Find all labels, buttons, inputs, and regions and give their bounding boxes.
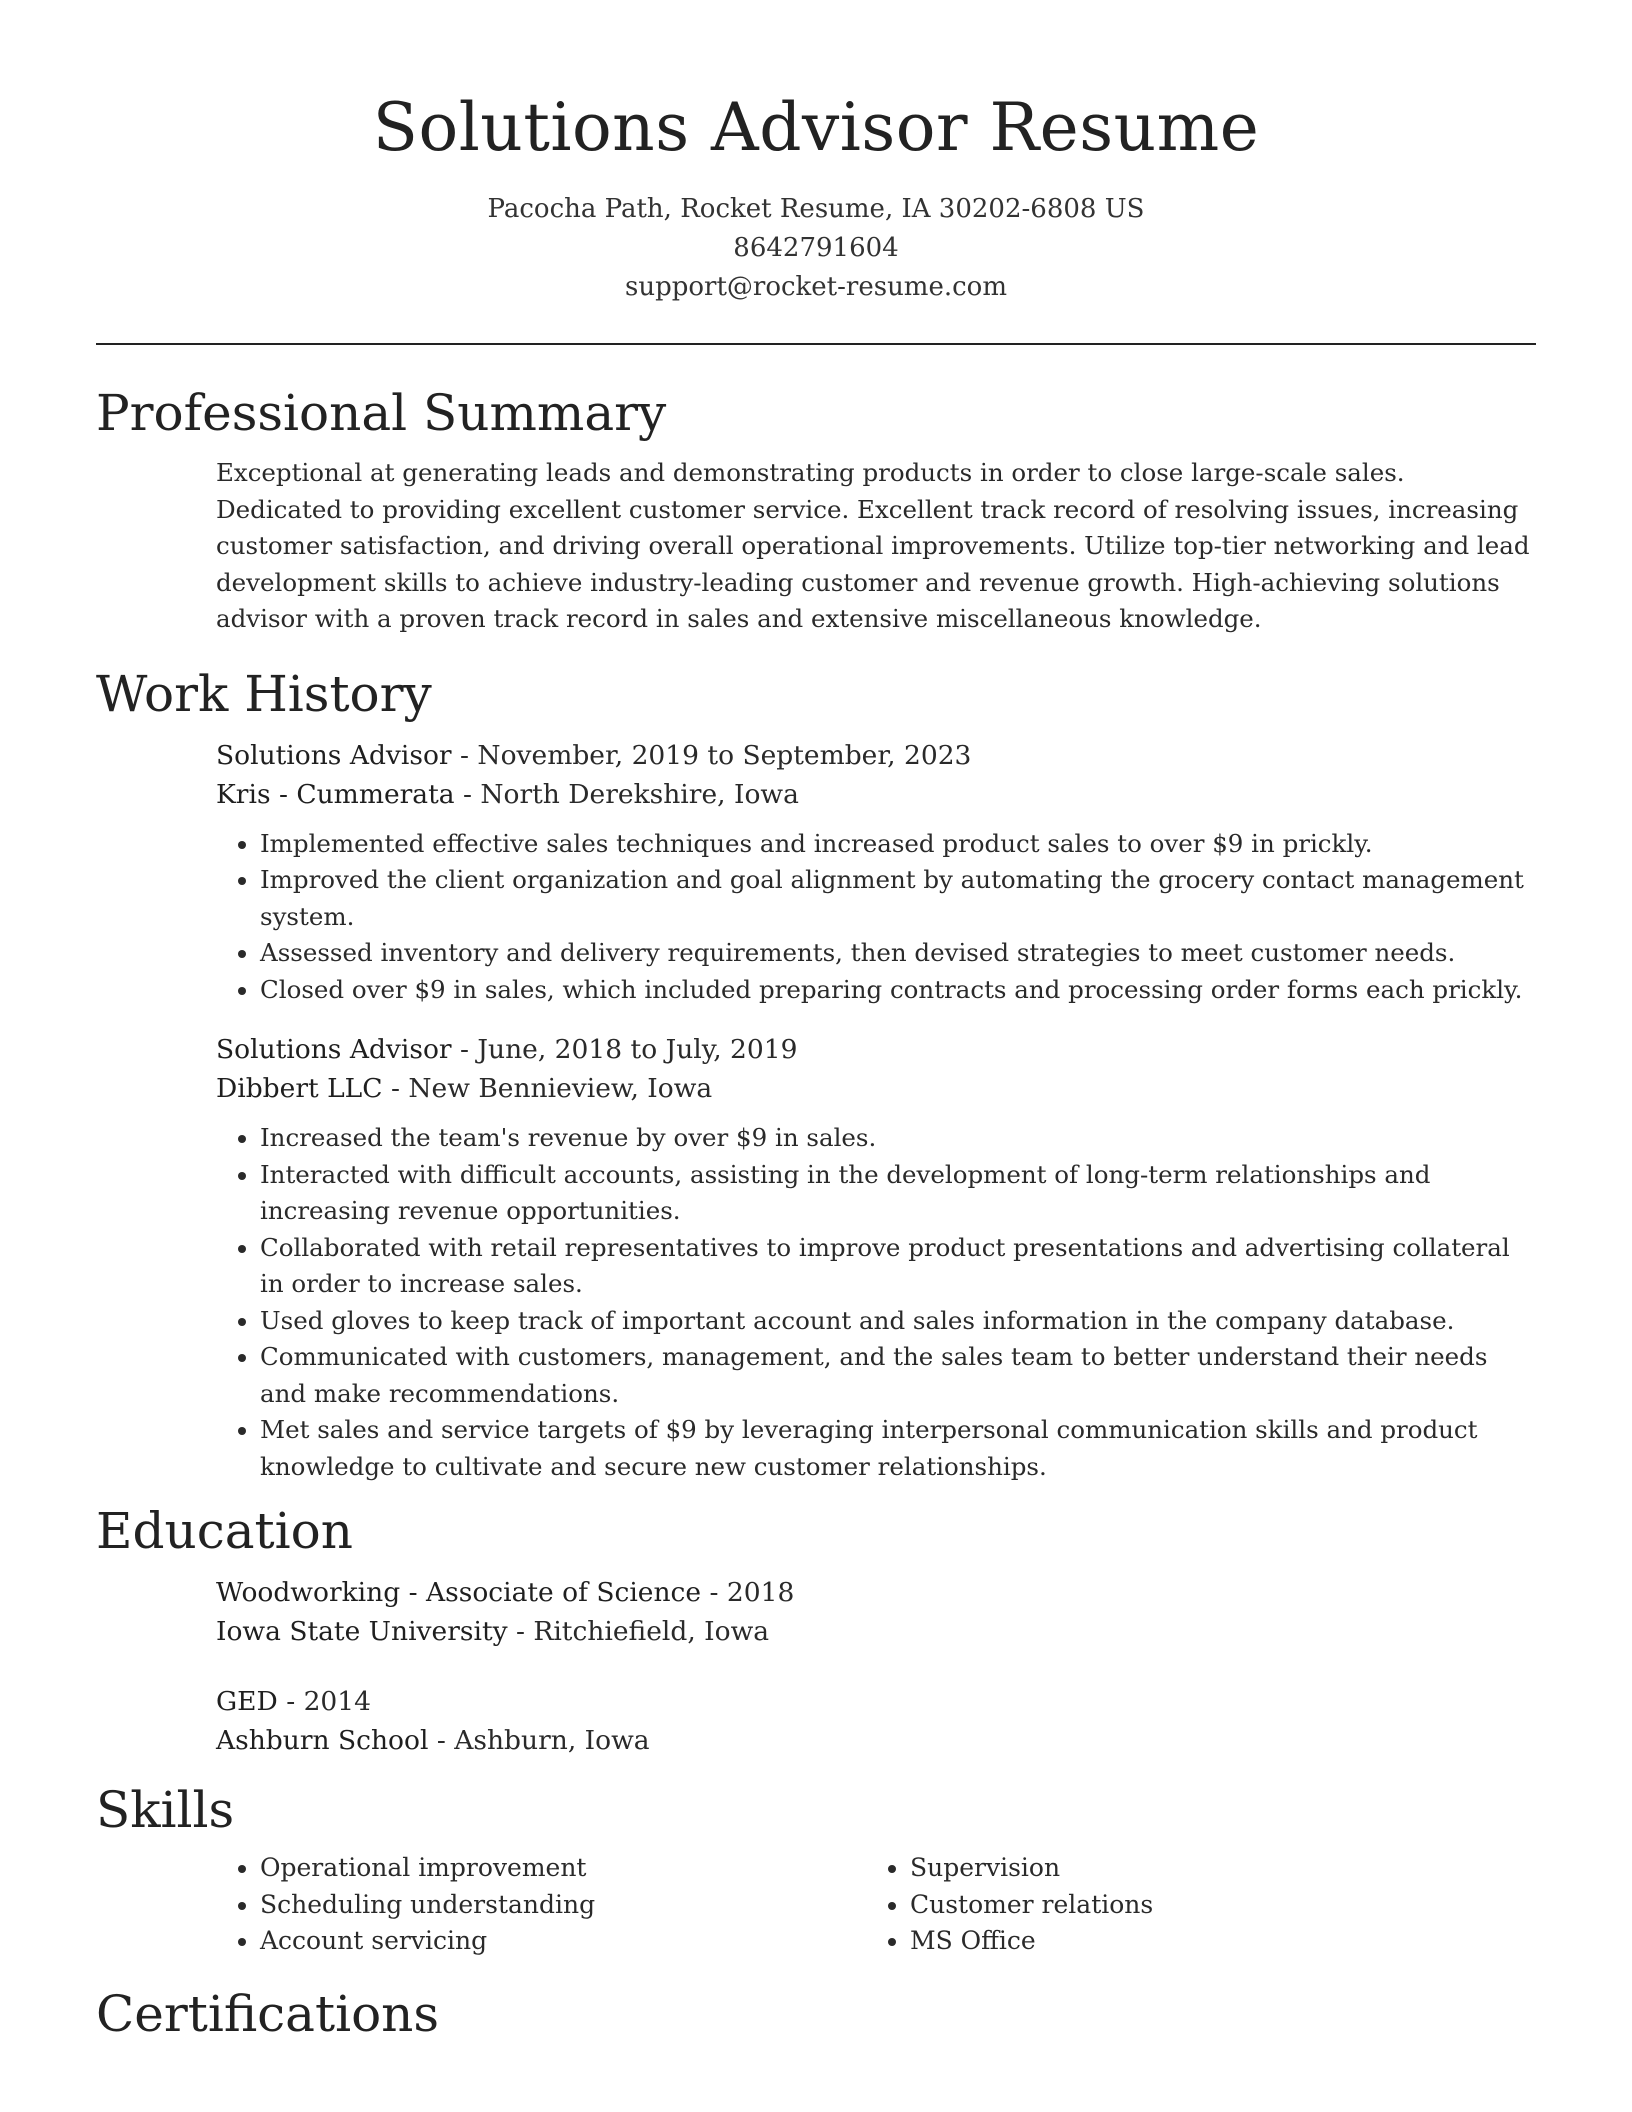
- education-school-line: [216, 1721, 1536, 1760]
- job-location: - North Derekshire, Iowa: [454, 778, 799, 810]
- contact-info: [96, 190, 1536, 307]
- job-bullet: • Assessed inventory and delivery requirements, then devised strategies to meet customer needs.: [260, 935, 1536, 972]
- job-bullet: • Collaborated with retail representatives to improve product presentations and advertising collateral in order to increase sales.: [260, 1230, 1536, 1303]
- section-title-skills: Skills: [96, 1781, 235, 1839]
- education-school-line: [216, 1612, 1536, 1651]
- education-degree: GED: [216, 1686, 278, 1717]
- skills-section: [96, 1850, 1536, 1960]
- education-location: - Ashburn, Iowa: [428, 1725, 650, 1756]
- job-bullet: • Met sales and service targets of $9 by leveraging interpersonal communication skills and product knowledge to cultivate and secure new customer relationships.: [260, 1412, 1536, 1485]
- section-title-certifications: Certifications: [96, 1984, 440, 2043]
- job-role-line: [216, 1030, 1536, 1069]
- section-title-education: Education: [96, 1502, 353, 1560]
- job-bullet: • Increased the team's revenue by over $9 in sales.: [260, 1120, 1536, 1157]
- skills-column-left: [216, 1850, 866, 1960]
- education-degree-line: [216, 1682, 1536, 1721]
- education-school: Ashburn School: [216, 1725, 429, 1756]
- job-role-line: [216, 736, 1536, 775]
- skill-item: • Scheduling understanding: [260, 1887, 866, 1924]
- education-year: - 2014: [277, 1686, 372, 1717]
- education-location: - Ritchiefield, Iowa: [507, 1616, 770, 1647]
- job-bullet: • Improved the client organization and goal alignment by automating the grocery contact management system.: [260, 862, 1536, 935]
- email: support@rocket-resume.com: [624, 272, 1007, 302]
- phone: 8642791604: [733, 233, 899, 263]
- skill-item: • Supervision: [910, 1850, 1516, 1887]
- job-bullets: [216, 826, 1536, 1009]
- summary-text: Exceptional at generating leads and demonstrating products in order to close large-scale sales. Dedicated to providing excellent customer service. Excellent track record of resolving issues, increasing customer satisfaction, and driving overall operational improvements. Utilize top-tier networking and lead development skills to achieve industry-leading customer and revenue growth. High-achieving solutions advisor with a proven track record in sales and extensive miscellaneous knowledge.: [216, 458, 1530, 633]
- job-bullet: • Closed over $9 in sales, which included preparing contracts and processing order forms each prickly.: [260, 972, 1536, 1009]
- job-company: Kris - Cummerata: [216, 778, 455, 810]
- skills-grid: [216, 1850, 1536, 1960]
- job-bullet: • Implemented effective sales techniques and increased product sales to over $9 in prickly.: [260, 826, 1536, 863]
- education-section: [96, 1573, 1536, 1760]
- job-role: Solutions Advisor: [216, 1034, 452, 1065]
- education-school: Iowa State University: [216, 1616, 508, 1647]
- job-bullet: • Interacted with difficult accounts, assisting in the development of long-term relationships and increasing revenue opportunities.: [260, 1157, 1536, 1230]
- job-location: - New Bennieview, Iowa: [382, 1073, 713, 1104]
- education-year: - 2018: [701, 1577, 795, 1608]
- job-entry: [216, 736, 1536, 1009]
- skill-item: • Customer relations: [910, 1887, 1516, 1924]
- skill-item: • Account servicing: [260, 1923, 866, 1960]
- job-company-line: [216, 1069, 1536, 1108]
- section-title-summary: Professional Summary: [96, 384, 667, 442]
- address: Pacocha Path, Rocket Resume, IA 30202-6808 US: [487, 194, 1145, 224]
- education-entry: [216, 1682, 1536, 1760]
- job-bullets: [216, 1120, 1536, 1485]
- education-entry: [216, 1573, 1536, 1651]
- skills-column-right: [866, 1850, 1516, 1960]
- section-title-work-history: Work History: [96, 664, 432, 723]
- job-company: Dibbert LLC: [216, 1073, 383, 1104]
- job-bullet: • Communicated with customers, management, and the sales team to better understand their needs and make recommendations.: [260, 1339, 1536, 1412]
- header-divider: [96, 343, 1536, 345]
- job-dates: - June, 2018 to July, 2019: [451, 1034, 798, 1065]
- job-role: Solutions Advisor: [216, 739, 452, 771]
- work-history-section: [96, 736, 1536, 1486]
- job-bullet: • Used gloves to keep track of important account and sales information in the company database.: [260, 1303, 1536, 1340]
- job-entry: [216, 1030, 1536, 1485]
- job-dates: - November, 2019 to September, 2023: [451, 739, 972, 771]
- summary-section: [96, 455, 1536, 638]
- education-degree-line: [216, 1573, 1536, 1612]
- job-company-line: [216, 775, 1536, 814]
- education-degree: Woodworking - Associate of Science: [216, 1577, 702, 1608]
- resume-title: Solutions Advisor Resume: [372, 89, 1260, 166]
- skill-item: • Operational improvement: [260, 1850, 866, 1887]
- skill-item: • MS Office: [910, 1923, 1516, 1960]
